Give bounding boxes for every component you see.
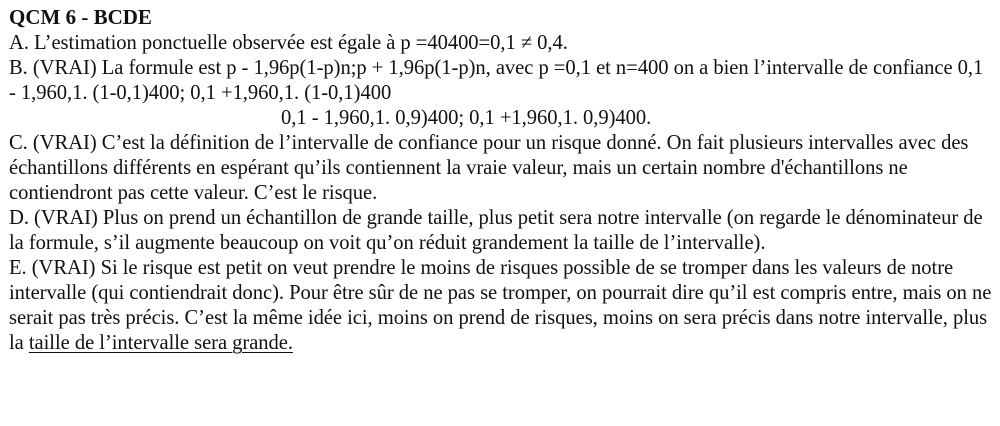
answer-b-formula-line: 0,1 - 1,960,1. 0,9)400; 0,1 +1,960,1. 0,9)400. xyxy=(281,107,652,129)
qcm-title: QCM 6 - BCDE xyxy=(9,5,152,29)
answer-e xyxy=(9,256,993,356)
answer-e-text: E. (VRAI) Si le risque est petit on veut prendre le moins de risques possible de se tromper dans les valeurs de notre intervalle (qui contiendrait donc). Pour être sûr de ne pas se tromper, on pourrait dire qu’il est compris entre, mais on ne serait pas très précis. C’est la même idée ici, moins on prend de risques, moins on sera précis dans notre intervalle, plus la xyxy=(9,257,992,354)
answer-e-underlined-conclusion: taille de l’intervalle sera grande. xyxy=(28,332,293,354)
answer-b xyxy=(9,56,993,131)
document-body xyxy=(9,4,993,356)
answer-a: A. L’estimation ponctuelle observée est égale à p =40400=0,1 ≠ 0,4. xyxy=(9,32,568,54)
answer-b-text: B. (VRAI) La formule est p - 1,96p(1-p)n;p + 1,96p(1-p)n, avec p =0,1 et n=400 on a bien l’intervalle de confiance 0,1 - 1,960,1. (1-0,1)400; 0,1 +1,960,1. (1-0,1)400 xyxy=(9,57,984,104)
answer-d: D. (VRAI) Plus on prend un échantillon de grande taille, plus petit sera notre intervalle (on regarde le dénominateur de la formule, s’il augmente beaucoup on voit qu’on réduit grandement la taille de l’intervalle). xyxy=(9,207,983,254)
answer-c: C. (VRAI) C’est la définition de l’intervalle de confiance pour un risque donné. On fait plusieurs intervalles avec des échantillons différents en espérant qu’ils contiennent la vraie valeur, mais un certain nombre d'échantillons ne contiendront pas cette valeur. C’est le risque. xyxy=(9,132,969,204)
